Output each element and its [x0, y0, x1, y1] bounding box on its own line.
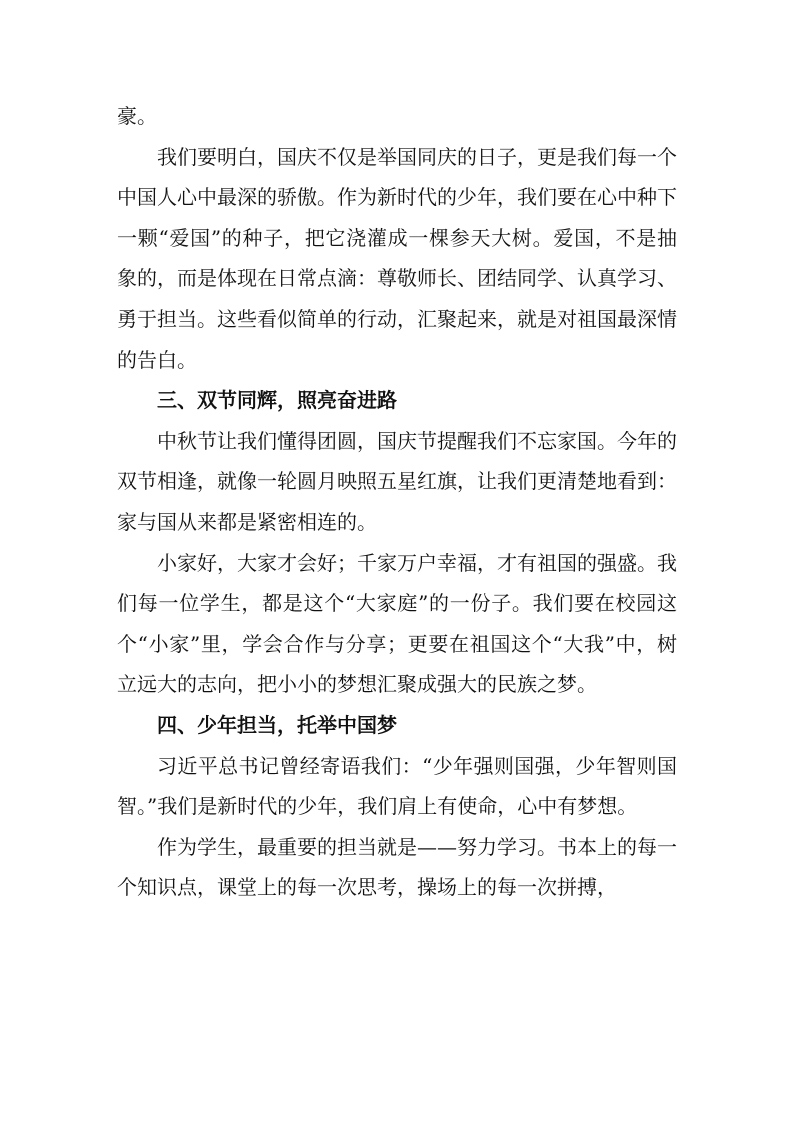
paragraph-patriotism: 我们要明白，国庆不仅是举国同庆的日子，更是我们每一个中国人心中最深的骄傲。作为新时代的少年，我们要在心中种下一颗“爱国”的种子，把它浇灌成一棵参天大树。爱国，不是抽象的，而是体现在日常点滴：尊敬师长、团结同学、认真学习、勇于担当。这些看似简单的行动，汇聚起来，就是对祖国最深情的告白。 [117, 144, 677, 372]
section-heading-3: 三、双节同辉，照亮奋进路 [157, 388, 397, 413]
paragraph-study-duty: 作为学生，最重要的担当就是——努力学习。书本上的每一个知识点，课堂上的每一次思考，操场上的每一次拼搏， [117, 834, 677, 900]
paragraph-family-and-country: 小家好，大家才会好；千家万户幸福，才有祖国的强盛。我们每一位学生，都是这个“大家庭”的一份子。我们要在校园这个“小家”里，学会合作与分享；更要在祖国这个“大我”中，树立远大的志向，把小小的梦想汇聚成强大的民族之梦。 [117, 550, 677, 697]
paragraph-quote: 习近平总书记曾经寄语我们：“少年强则国强，少年智则国智。”我们是新时代的少年，我们肩上有使命，心中有梦想。 [117, 753, 677, 819]
paragraph-continuation: 豪。 [117, 104, 157, 128]
paragraph-double-festival: 中秋节让我们懂得团圆，国庆节提醒我们不忘家国。今年的双节相逢，就像一轮圆月映照五星红旗，让我们更清楚地看到：家与国从来都是紧密相连的。 [117, 428, 677, 534]
section-heading-4: 四、少年担当，托举中国梦 [157, 712, 397, 737]
document-page [117, 96, 677, 908]
